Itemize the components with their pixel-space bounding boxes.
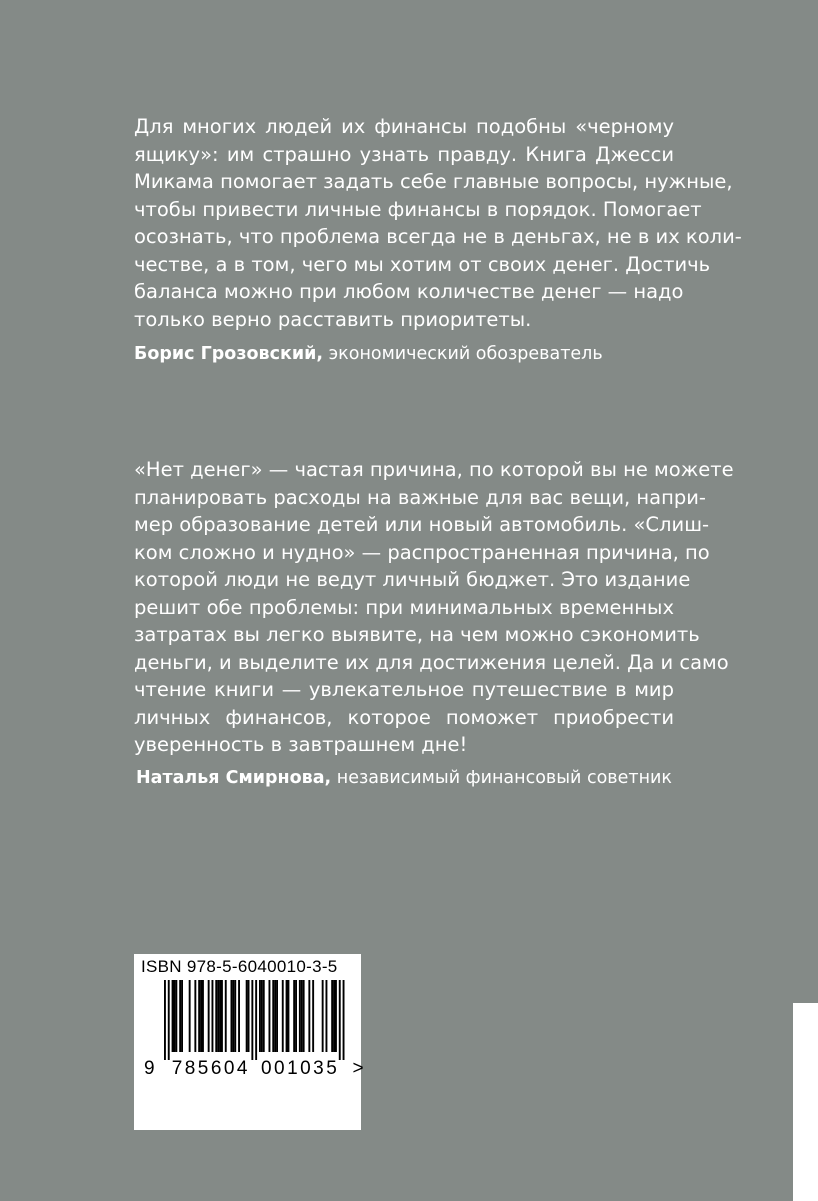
isbn-barcode — [134, 954, 364, 1130]
review-2-attribution — [136, 766, 672, 790]
barcode-bar — [232, 980, 234, 1052]
barcode-bars — [134, 954, 364, 1130]
barcode-bar — [272, 980, 274, 1052]
barcode-bar — [343, 980, 345, 1060]
review-2-line: деньги, и выделите их для достижения целей. Да и само — [134, 650, 729, 674]
review-1-line: честве, а в том, чего мы хотим от своих денег. Достичь — [134, 252, 711, 276]
barcode-bar — [175, 980, 177, 1052]
barcode-bar — [164, 980, 166, 1060]
review-2-author: Наталья Смирнова, — [136, 768, 332, 788]
barcode-right-digits: 001035 — [261, 1058, 337, 1079]
barcode-bar — [219, 980, 221, 1052]
barcode-bar — [238, 980, 240, 1052]
barcode-bar — [212, 980, 214, 1052]
review-2-line: планировать расходы на важные для вас вещи, напри- — [134, 485, 706, 509]
review-1-attribution — [134, 342, 603, 366]
review-2-role: независимый финансовый советник — [331, 768, 672, 788]
review-2-line: чтение книги — увлекательное путешествие в мир — [134, 678, 674, 701]
barcode-bar — [259, 980, 261, 1052]
review-1-role: экономический обозреватель — [323, 344, 603, 364]
barcode-bar — [217, 980, 219, 1052]
barcode-bar — [333, 980, 335, 1052]
barcode-bar — [255, 980, 257, 1060]
review-1-line: Для многих людей их финансы подобны «черному — [134, 115, 674, 138]
white-edge-strip — [793, 1003, 818, 1201]
review-2-line: ком сложно и нудно» — распространенная причина, по — [134, 540, 710, 564]
barcode-bar — [274, 980, 276, 1052]
barcode-bar — [263, 980, 265, 1052]
barcode-bar — [200, 980, 202, 1052]
barcode-bar — [322, 980, 324, 1052]
barcode-bar — [276, 980, 278, 1052]
barcode-bar — [189, 980, 191, 1052]
barcode-bar — [221, 980, 223, 1052]
barcode-bar — [301, 980, 303, 1052]
barcode-bar — [234, 980, 236, 1052]
barcode-bar — [261, 980, 263, 1052]
review-2-line: мер образование детей или новый автомобиль. «Слиш- — [134, 513, 710, 536]
review-1-line: ящику»: им страшно узнать правду. Книга Джесси — [134, 142, 674, 166]
barcode-bar — [215, 980, 217, 1052]
barcode-bar — [293, 980, 295, 1052]
barcode-bar — [231, 980, 233, 1052]
barcode-bar — [312, 980, 314, 1052]
barcode-bar — [168, 980, 170, 1060]
barcode-bar — [288, 980, 290, 1052]
barcode-bar — [331, 980, 333, 1052]
barcode-bar — [303, 980, 305, 1052]
review-2-line: уверенность в завтрашнем дне! — [134, 733, 468, 756]
barcode-bar — [181, 980, 183, 1052]
review-2-line: личных финансов, которое поможет приобрести — [134, 705, 674, 729]
barcode-bar — [208, 980, 210, 1052]
review-text-1 — [134, 113, 742, 333]
review-1-line: осознать, что проблема всегда не в деньгах, не в их коли- — [134, 225, 742, 248]
review-2-line: которой люди не ведут личный бюджет. Это издание — [134, 568, 691, 591]
barcode-bar — [295, 980, 297, 1052]
isbn-label: ISBN 978-5-6040010-3-5 — [141, 957, 338, 976]
barcode-bar — [248, 980, 250, 1052]
barcode-bar — [299, 980, 301, 1052]
barcode-bar — [339, 980, 341, 1060]
barcode-bar — [269, 980, 271, 1052]
barcode-bar — [172, 980, 174, 1052]
review-text-2 — [134, 456, 734, 759]
barcode-bar — [282, 980, 284, 1052]
barcode-bar — [174, 980, 176, 1052]
barcode-bar — [198, 980, 200, 1052]
barcode-bar — [308, 980, 310, 1052]
review-1-line: Микама помогает задать себе главные вопросы, нужные, — [134, 170, 733, 193]
barcode-bar — [225, 980, 227, 1052]
barcode-bar — [251, 980, 253, 1060]
review-1-line: баланса можно при любом количестве денег — надо — [134, 280, 684, 303]
barcode-bar — [202, 980, 204, 1052]
review-1-line: только верно расставить приоритеты. — [134, 307, 532, 331]
barcode-bar — [326, 980, 328, 1052]
barcode-lead-digit: 9 — [144, 1058, 155, 1079]
review-1-line: чтобы привести личные финансы в порядок. Помогает — [134, 197, 702, 221]
barcode-bar — [194, 980, 196, 1052]
review-2-line: решит обе проблемы: при минимальных временных — [134, 595, 674, 619]
barcode-bar — [246, 980, 248, 1052]
review-1-author: Борис Грозовский, — [134, 344, 324, 364]
barcode-left-digits: 785604 — [171, 1058, 248, 1079]
review-2-line: затратах вы легко выявите, на чем можно сэкономить — [134, 623, 700, 646]
barcode-bar — [179, 980, 181, 1052]
barcode-bar — [286, 980, 288, 1052]
review-2-line: «Нет денег» — частая причина, по которой вы не можете — [134, 458, 734, 481]
barcode-quiet-zone-marker: > — [352, 1058, 364, 1079]
barcode-bar — [335, 980, 337, 1052]
